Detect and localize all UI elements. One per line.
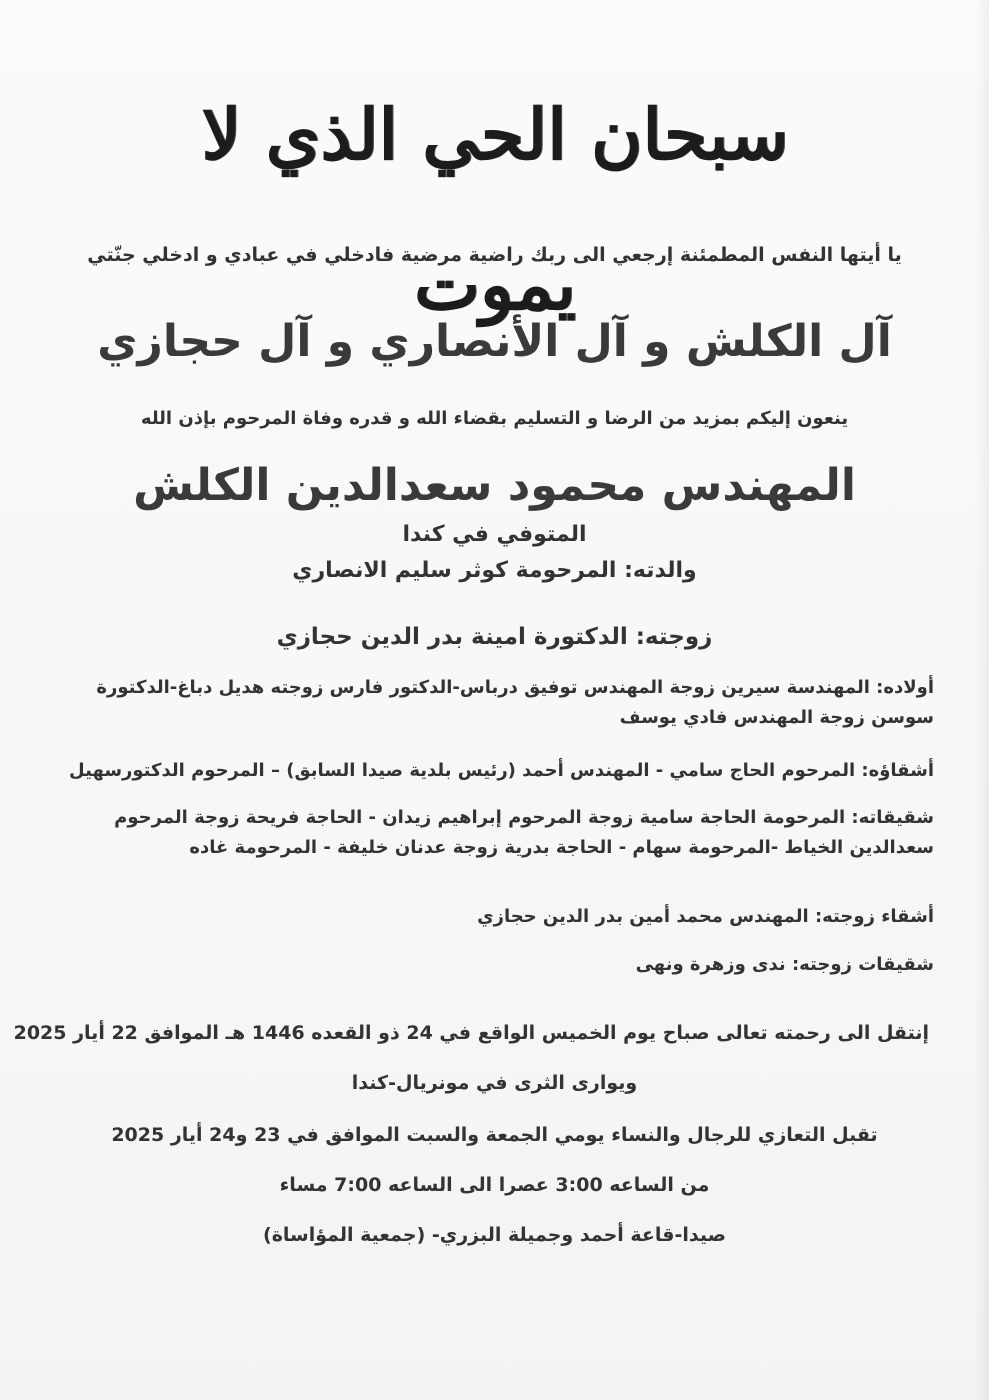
wife-text: زوجته: الدكتورة امينة بدر الدين حجازي xyxy=(276,624,713,650)
deceased-name: المهندس محمود سعدالدين الكلش xyxy=(133,460,856,511)
wife-sisters-text: شقيقات زوجته: ندى وزهرة ونهى xyxy=(635,954,934,975)
quran-verse: يا أيتها النفس المطمئنة إرجعي الى ربك راضية مرضية فادخلي في عبادي و ادخلي جنّتي xyxy=(87,244,902,266)
sisters-paragraph: شقيقاته: المرحومة الحاجة سامية زوجة المرحوم إبراهيم زيدان - الحاجة فريحة زوجة المرحوم سعدالدين الخياط -المرحومة سهام - الحاجة بدرية زوجة عدنان خليفة - المرحومة غاده xyxy=(114,807,934,858)
died-in-text: المتوفي في كندا xyxy=(402,522,587,547)
sons-paragraph: أولاده: المهندسة سيرين زوجة المهندس توفيق درباس-الدكتور فارس زوجته هديل دباغ-الدكتورة سوسن زوجة المهندس فادي يوسف xyxy=(96,677,934,728)
families-title: آل الكلش و آل الأنصاري و آل حجازي xyxy=(97,316,892,367)
mother-text: والدته: المرحومة كوثر سليم الانصاري xyxy=(292,558,697,583)
condolence-hours: من الساعه 3:00 عصرا الى الساعه 7:00 مساء xyxy=(279,1174,710,1196)
condolence-text: تقبل التعازي للرجال والنساء يومي الجمعة والسبت الموافق في 23 و24 أيار 2025 xyxy=(111,1124,878,1146)
venue-text: صيدا-قاعة أحمد وجميلة البزري- (جمعية المؤاساة) xyxy=(263,1224,726,1246)
burial-text: ويوارى الثرى في مونريال-كندا xyxy=(351,1072,638,1094)
brothers-paragraph: أشقاؤه: المرحوم الحاج سامي - المهندس أحمد (رئيس بلدية صيدا السابق) – المرحوم الدكتورسهيل xyxy=(69,760,934,781)
announcement-text: ينعون إليكم بمزيد من الرضا و التسليم بقضاء الله و قدره وفاة المرحوم بإذن الله xyxy=(140,408,849,429)
paper-edge xyxy=(975,0,989,1400)
death-date-text: إنتقل الى رحمته تعالى صباح يوم الخميس الواقع في 24 ذو القعده 1446 هـ الموافق 22 أيار 2025 xyxy=(13,1022,929,1044)
calligraphy-header: سبحان الحي الذي لا يموت xyxy=(201,93,789,326)
wife-brothers-text: أشقاء زوجته: المهندس محمد أمين بدر الدين حجازي xyxy=(477,906,934,927)
